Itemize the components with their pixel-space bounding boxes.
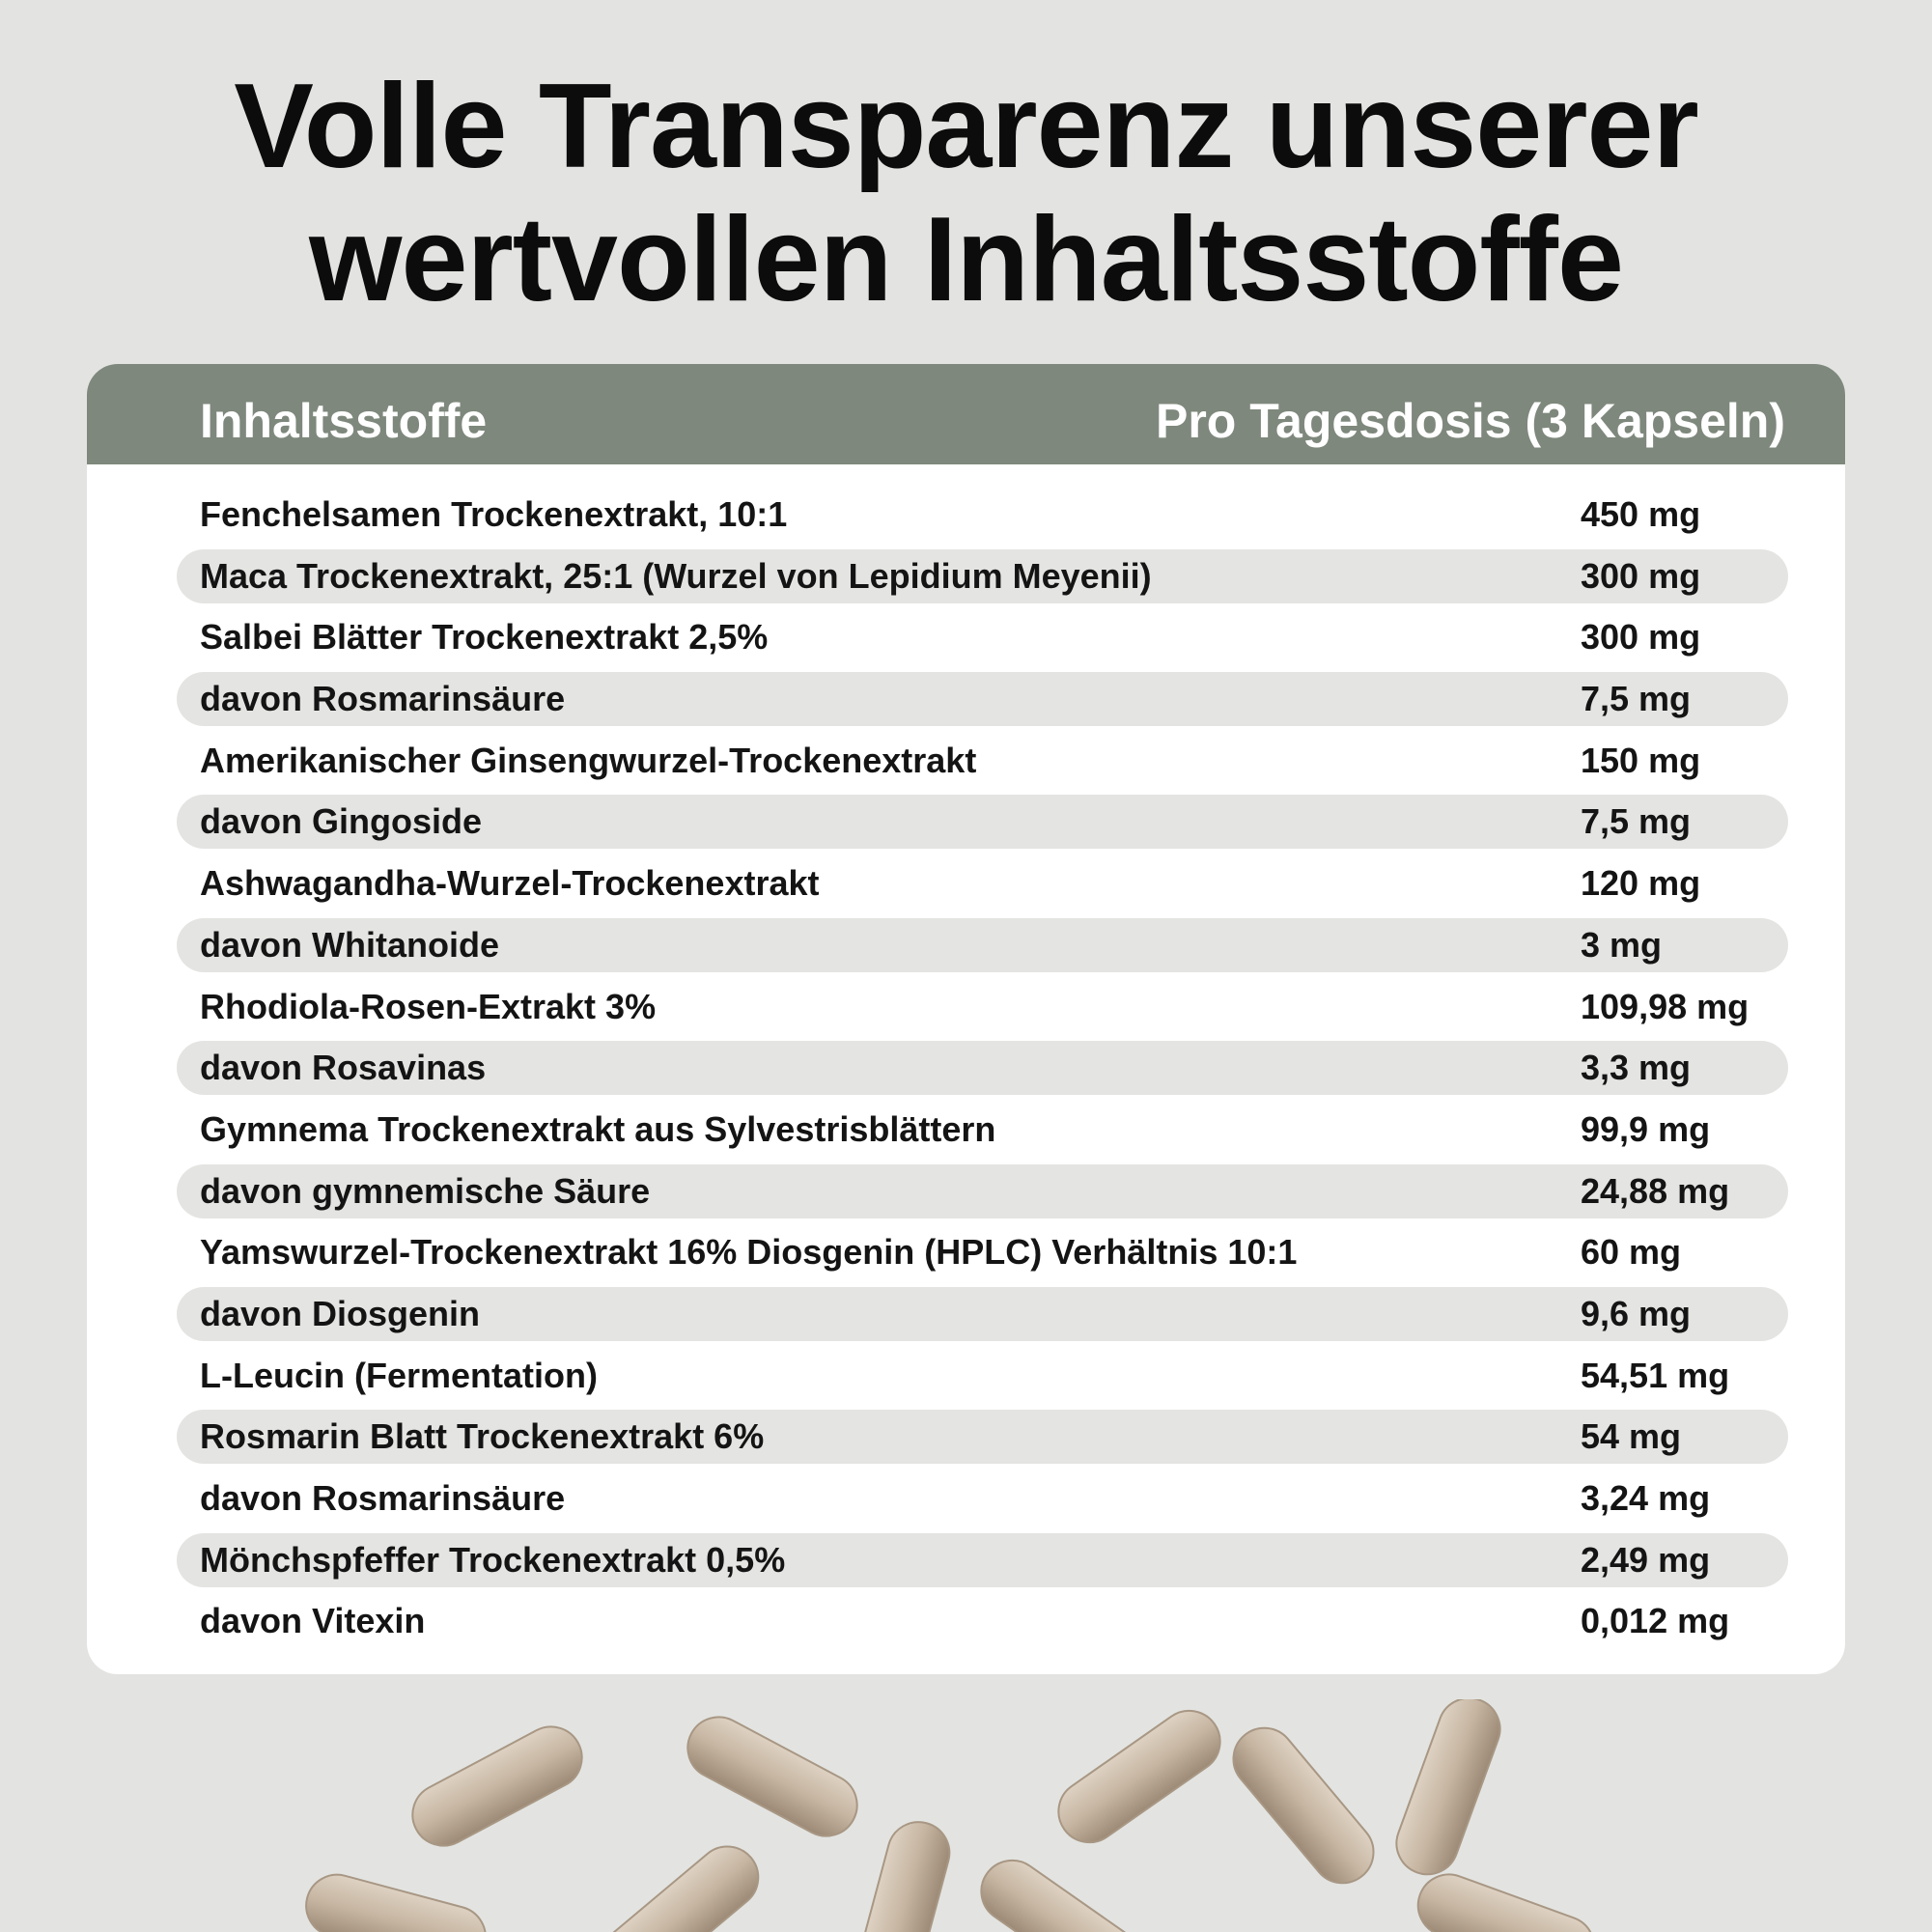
table-row [177,1287,1788,1341]
table-row [177,795,1788,849]
ingredient-name: Gymnema Trockenextrakt aus Sylvestrisblättern [200,1108,996,1149]
ingredient-amount: 9,6 mg [1581,1293,1692,1333]
table-row [177,549,1788,603]
headline [0,60,1932,326]
ingredient-name: Rosmarin Blatt Trockenextrakt 6% [200,1416,765,1457]
capsule [1410,1865,1603,1932]
capsule [1047,1699,1232,1855]
table-row [177,1410,1788,1464]
capsule [299,1868,492,1932]
table-row [177,856,1788,910]
ingredient-name: Mönchspfeffer Trockenextrakt 0,5% [200,1539,786,1580]
ingredient-amount: 2,49 mg [1581,1539,1711,1580]
ingredient-name: davon Rosmarinsäure [200,679,566,719]
ingredient-name: Fenchelsamen Trockenextrakt, 10:1 [200,494,788,534]
table-row [177,918,1788,972]
ingredient-amount: 300 mg [1581,555,1701,596]
capsule [1387,1699,1508,1883]
ingredient-name: Ashwagandha-Wurzel-Trockenextrakt [200,863,820,904]
table-row [177,488,1788,542]
ingredient-name: davon Whitanoide [200,924,499,965]
ingredient-amount: 54 mg [1581,1416,1682,1457]
ingredient-name: davon Rosmarinsäure [200,1478,566,1518]
ingredient-amount: 120 mg [1581,863,1701,904]
table-row [177,980,1788,1034]
ingredient-amount: 60 mg [1581,1232,1682,1273]
ingredient-name: Amerikanischer Ginsengwurzel-Trockenextrakt [200,740,977,780]
ingredient-amount: 24,88 mg [1581,1170,1730,1211]
ingredient-amount: 0,012 mg [1581,1601,1730,1641]
amount-column-header: Pro Tagesdosis (3 Kapseln) [1155,394,1785,448]
ingredient-amount: 3,3 mg [1581,1048,1692,1088]
ingredient-column-header: Inhaltsstoffe [200,394,488,448]
table-row [177,1471,1788,1526]
ingredient-name: Rhodiola-Rosen-Extrakt 3% [200,986,657,1026]
capsule [591,1834,771,1932]
ingredient-amount: 99,9 mg [1581,1108,1711,1149]
ingredient-amount: 54,51 mg [1581,1355,1730,1395]
ingredient-name: Maca Trockenextrakt, 25:1 (Wurzel von Lepidium Meyenii) [200,555,1152,596]
table-row [177,1041,1788,1095]
table-row [177,1594,1788,1648]
ingredient-amount: 3 mg [1581,924,1663,965]
table-row [177,734,1788,788]
ingredient-name: davon Rosavinas [200,1048,487,1088]
ingredient-name: davon Vitexin [200,1601,426,1641]
table-row [177,610,1788,664]
table-row [177,672,1788,726]
ingredient-name: davon gymnemische Säure [200,1170,651,1211]
capsule [850,1815,957,1932]
ingredient-name: Salbei Blätter Trockenextrakt 2,5% [200,617,769,658]
ingredient-amount: 7,5 mg [1581,801,1692,842]
capsule [969,1848,1155,1932]
ingredient-amount: 300 mg [1581,617,1701,658]
ingredient-amount: 150 mg [1581,740,1701,780]
table-row [177,1164,1788,1218]
table-body [87,488,1845,1656]
table-row [177,1349,1788,1403]
ingredient-amount: 3,24 mg [1581,1478,1711,1518]
headline-line-1: Volle Transparenz unserer [234,60,1698,193]
capsule [402,1716,593,1857]
ingredient-name: L-Leucin (Fermentation) [200,1355,598,1395]
ingredient-name: davon Diosgenin [200,1293,481,1333]
table-row [177,1103,1788,1157]
ingredient-name: Yamswurzel-Trockenextrakt 16% Diosgenin (HPLC) Verhältnis 10:1 [200,1232,1298,1273]
ingredient-name: davon Gingoside [200,801,483,842]
ingredient-amount: 450 mg [1581,494,1701,534]
ingredients-table [87,364,1845,1674]
ingredient-amount: 109,98 mg [1581,986,1750,1026]
capsules-image [0,1699,1932,1932]
table-row [177,1225,1788,1279]
capsule [677,1706,868,1847]
table-header [87,364,1845,464]
capsule [1220,1716,1386,1896]
headline-line-2: wertvollen Inhaltsstoffe [309,193,1623,326]
table-row [177,1533,1788,1587]
ingredient-amount: 7,5 mg [1581,679,1692,719]
